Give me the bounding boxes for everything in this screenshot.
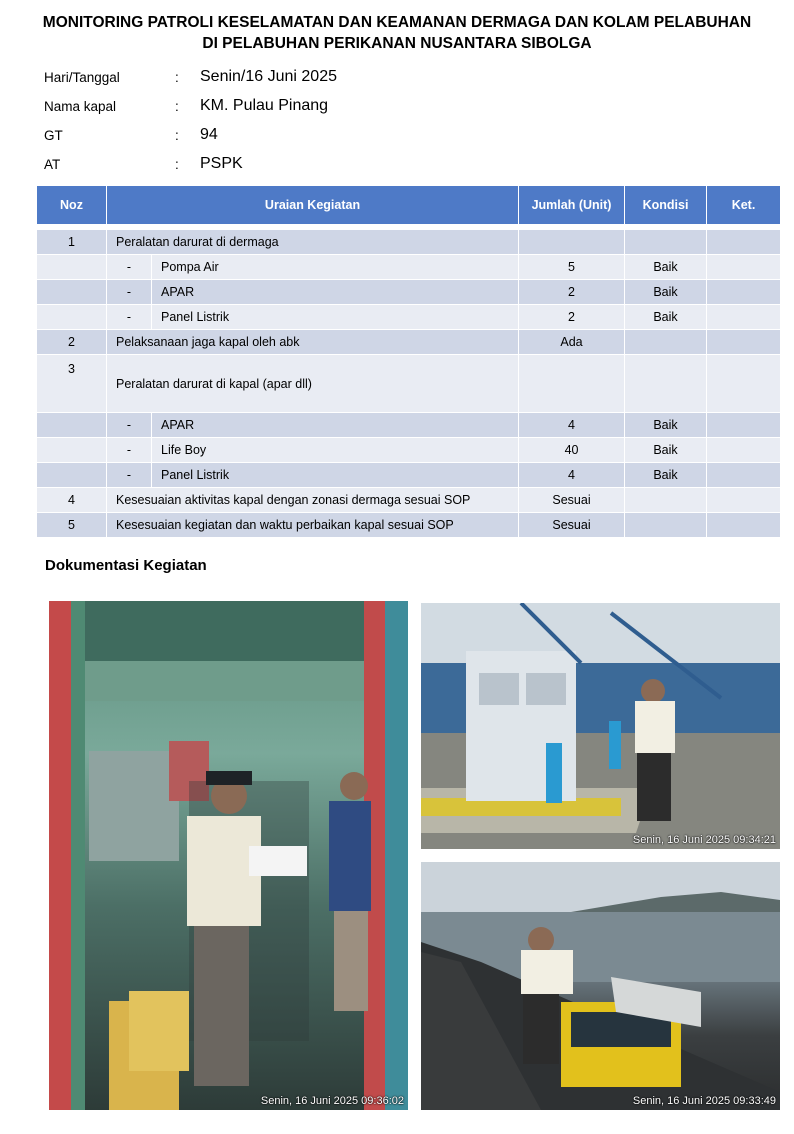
cell-no [37, 280, 107, 305]
activity-table [36, 185, 781, 538]
table-row [37, 413, 781, 438]
photo-dock-box-illustration [421, 862, 780, 1110]
header-kondisi: Kondisi [625, 186, 707, 228]
cell-item: APAR [152, 413, 519, 438]
cell-item: Pompa Air [152, 255, 519, 280]
header-ket: Ket. [707, 186, 781, 228]
cell-kondisi: Baik [625, 463, 707, 488]
table-row [37, 513, 781, 538]
cell-ket [707, 227, 781, 255]
cell-jumlah: 40 [519, 438, 625, 463]
cell-item: Kesesuaian kegiatan dan waktu perbaikan kapal sesuai SOP [107, 513, 519, 538]
cell-item: Life Boy [152, 438, 519, 463]
meta-value: 94 [200, 126, 218, 143]
meta-value: Senin/16 Juni 2025 [200, 68, 337, 85]
meta-colon: : [175, 99, 179, 114]
cell-item: Panel Listrik [152, 305, 519, 330]
meta-value: PSPK [200, 155, 243, 172]
cell-kondisi [625, 355, 707, 413]
cell-item: Panel Listrik [152, 463, 519, 488]
photo-ship-interior [49, 601, 408, 1110]
cell-jumlah: Sesuai [519, 488, 625, 513]
photo-power-panel-illustration [421, 603, 780, 849]
cell-kondisi: Baik [625, 438, 707, 463]
cell-item: Pelaksanaan jaga kapal oleh abk [107, 330, 519, 355]
cell-jumlah: Sesuai [519, 513, 625, 538]
cell-ket [707, 513, 781, 538]
cell-kondisi: Baik [625, 413, 707, 438]
meta-label: GT [44, 128, 63, 143]
cell-kondisi: Baik [625, 305, 707, 330]
cell-no [37, 438, 107, 463]
meta-colon: : [175, 128, 179, 143]
cell-no: 5 [37, 513, 107, 538]
cell-ket [707, 255, 781, 280]
cell-no: 1 [37, 227, 107, 255]
cell-jumlah: Ada [519, 330, 625, 355]
photo-power-panel [421, 603, 780, 849]
title-line-2: DI PELABUHAN PERIKANAN NUSANTARA SIBOLGA [202, 35, 592, 52]
cell-item: Kesesuaian aktivitas kapal dengan zonasi dermaga sesuai SOP [107, 488, 519, 513]
meta-value: KM. Pulau Pinang [200, 97, 329, 114]
table-row [37, 355, 781, 413]
cell-jumlah [519, 355, 625, 413]
cell-jumlah: 2 [519, 280, 625, 305]
header-no: Noz [37, 186, 107, 228]
cell-no: 2 [37, 330, 107, 355]
cell-kondisi [625, 227, 707, 255]
meta-label: AT [44, 157, 61, 172]
cell-kondisi [625, 330, 707, 355]
meta-label: Nama kapal [44, 99, 117, 114]
table-row [37, 488, 781, 513]
cell-no: 3 [37, 355, 107, 413]
table-row [37, 255, 781, 280]
table-row [37, 438, 781, 463]
cell-item: Peralatan darurat di kapal (apar dll) [107, 355, 519, 413]
cell-ket [707, 355, 781, 413]
cell-dash: - [107, 463, 152, 488]
cell-kondisi [625, 488, 707, 513]
cell-dash: - [107, 413, 152, 438]
cell-kondisi [625, 513, 707, 538]
cell-kondisi: Baik [625, 280, 707, 305]
meta-label: Hari/Tanggal [44, 70, 120, 85]
photo-timestamp: Senin, 16 Juni 2025 09:34:21 [632, 834, 776, 846]
photo-timestamp: Senin, 16 Juni 2025 09:33:49 [632, 1095, 776, 1107]
table-row [37, 330, 781, 355]
table-row [37, 305, 781, 330]
cell-dash: - [107, 280, 152, 305]
table-row [37, 227, 781, 255]
cell-ket [707, 280, 781, 305]
table-header-row [37, 186, 781, 228]
header-uraian: Uraian Kegiatan [107, 186, 519, 228]
cell-no [37, 305, 107, 330]
photo-dock-box [421, 862, 780, 1110]
documentation-heading: Dokumentasi Kegiatan [45, 557, 207, 574]
cell-ket [707, 330, 781, 355]
cell-kondisi: Baik [625, 255, 707, 280]
cell-ket [707, 305, 781, 330]
header-jumlah: Jumlah (Unit) [519, 186, 625, 228]
cell-jumlah: 4 [519, 413, 625, 438]
cell-jumlah: 4 [519, 463, 625, 488]
cell-dash: - [107, 255, 152, 280]
cell-no [37, 413, 107, 438]
table-row [37, 280, 781, 305]
photo-timestamp: Senin, 16 Juni 2025 09:36:02 [260, 1095, 404, 1107]
cell-no [37, 463, 107, 488]
table-row [37, 463, 781, 488]
meta-colon: : [175, 70, 179, 85]
title-line-1: MONITORING PATROLI KESELAMATAN DAN KEAMANAN DERMAGA DAN KOLAM PELABUHAN [42, 14, 752, 31]
cell-jumlah: 5 [519, 255, 625, 280]
document-title [0, 12, 794, 54]
cell-item: APAR [152, 280, 519, 305]
photo-ship-interior-illustration [49, 601, 408, 1110]
meta-colon: : [175, 157, 179, 172]
cell-no: 4 [37, 488, 107, 513]
cell-ket [707, 463, 781, 488]
cell-jumlah [519, 227, 625, 255]
cell-jumlah: 2 [519, 305, 625, 330]
cell-no [37, 255, 107, 280]
cell-ket [707, 488, 781, 513]
cell-ket [707, 438, 781, 463]
cell-ket [707, 413, 781, 438]
cell-dash: - [107, 305, 152, 330]
cell-item: Peralatan darurat di dermaga [107, 227, 519, 255]
cell-dash: - [107, 438, 152, 463]
